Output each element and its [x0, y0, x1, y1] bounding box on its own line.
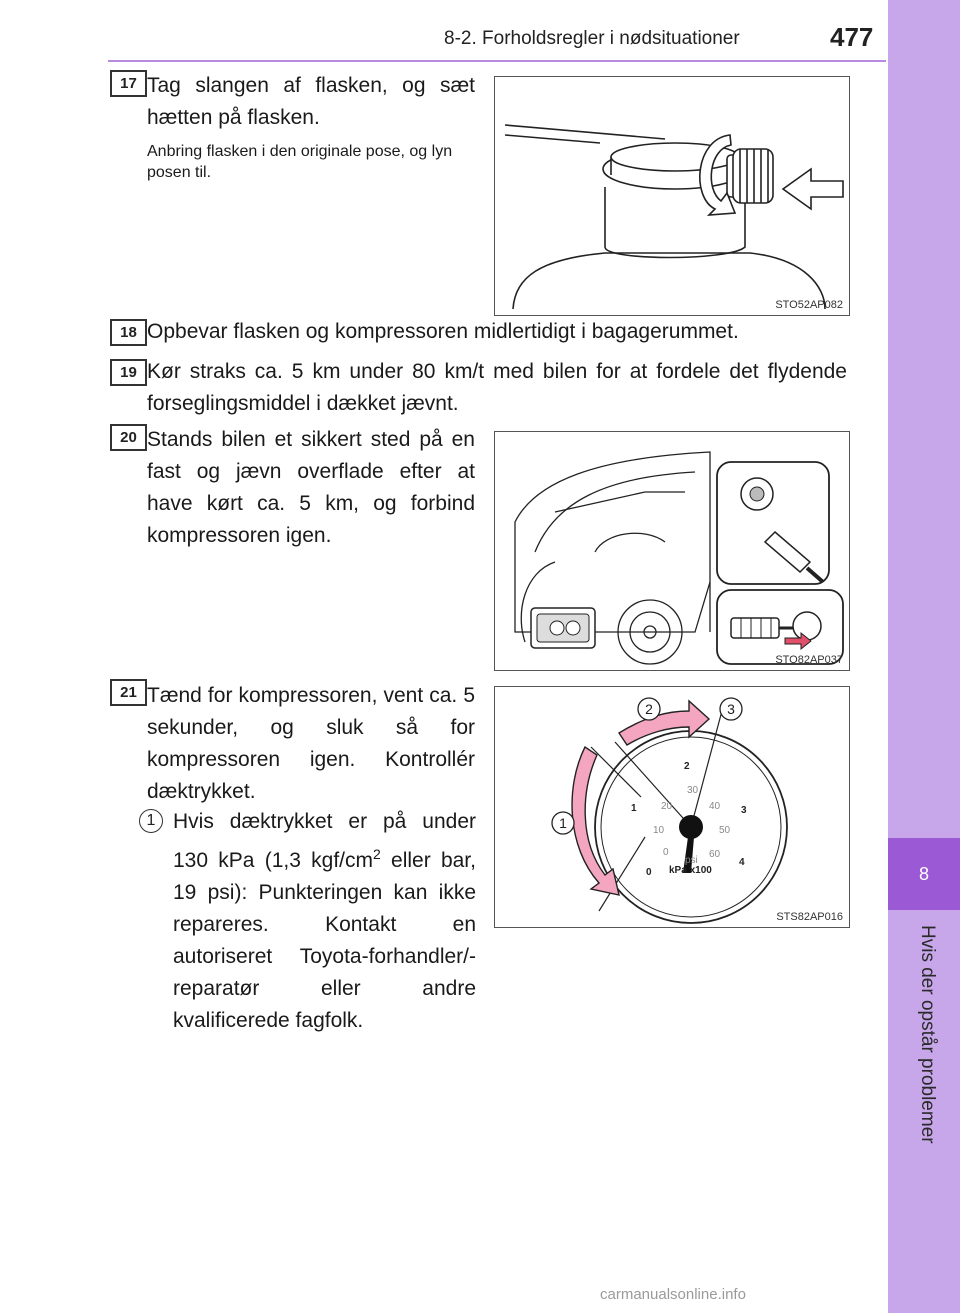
section-title: 8-2. Forholdsregler i nødsituationer: [444, 28, 740, 49]
gauge-outer-label: 3: [741, 805, 747, 816]
gauge-unit-psi: psi: [685, 855, 698, 866]
step-number-20: 20: [110, 424, 147, 451]
chapter-number: 8: [918, 864, 929, 884]
step-21-text: Tænd for kompressoren, vent ca. 5 sekunder, og sluk så for kompressoren igen. Kontrollér dæktrykket.: [147, 684, 475, 803]
gauge-inner-label: 50: [719, 825, 731, 836]
gauge-inner-label: 0: [663, 847, 669, 858]
gauge-unit-kpa: kPa x100: [669, 865, 712, 876]
step-number-21: 21: [110, 679, 147, 706]
figure-code-20: STO82AP037: [775, 654, 843, 666]
step-number-17: 17: [110, 70, 147, 97]
figure-bottle-cap: [494, 76, 850, 316]
header-divider: [108, 60, 886, 62]
gauge-outer-label: 2: [684, 761, 690, 772]
gauge-callout-1: 1: [559, 815, 567, 831]
bottle-cap-illustration: [495, 77, 849, 315]
gauge-inner-label: 60: [709, 849, 721, 860]
chapter-title-vertical: Hvis der opstår problemer: [917, 925, 938, 1144]
step-number-18: 18: [110, 319, 147, 346]
gauge-outer-label: 4: [739, 857, 745, 868]
page-number: 477: [830, 22, 874, 52]
gauge-inner-label: 30: [687, 785, 699, 796]
substep-marker-1: 1: [139, 809, 163, 833]
pressure-gauge-illustration: [495, 687, 849, 927]
car-compressor-illustration: [495, 432, 849, 670]
gauge-inner-label: 20: [661, 801, 673, 812]
gauge-callout-3: 3: [727, 701, 735, 717]
chapter-tab[interactable]: [888, 838, 960, 910]
gauge-outer-label: 1: [631, 803, 637, 814]
gauge-inner-label: 40: [709, 801, 721, 812]
step-18-text: Opbevar flasken og kompressoren midlertidigt i bagagerummet.: [147, 320, 739, 343]
footer-watermark: carmanualsonline.info: [600, 1286, 746, 1303]
substep-1-text: Hvis dæktrykket er på under 130 kPa (1,3 kgf/$cm^2$ eller bar, 19 psi): Punkteringen kan ikke repareres. Kontakt en autoriseret Toyota-forhandler/-reparatør eller andre kvalificerede fagfolk.: [173, 810, 476, 1032]
step-19-text: Kør straks ca. 5 km under 80 km/t med bilen for at fordele det flydende forseglingsmiddel i dækket jævnt.: [147, 360, 847, 415]
step-number-19: 19: [110, 359, 147, 386]
step-20-text: Stands bilen et sikkert sted på en fast og jævn overflade efter at have kørt ca. 5 km, og forbind kompressoren igen.: [147, 428, 475, 547]
gauge-callout-2: 2: [645, 701, 653, 717]
figure-code-21: STS82AP016: [776, 911, 843, 923]
gauge-inner-label: 10: [653, 825, 665, 836]
figure-car-compressor: [494, 431, 850, 671]
figure-pressure-gauge: [494, 686, 850, 928]
gauge-outer-label: 0: [646, 867, 652, 878]
step-17-note: Anbring flasken i den originale pose, og lyn posen til.: [147, 143, 453, 181]
step-17-text: Tag slangen af flasken, og sæt hætten på flasken.: [147, 74, 475, 129]
figure-code-17: STO52AP082: [775, 299, 843, 311]
